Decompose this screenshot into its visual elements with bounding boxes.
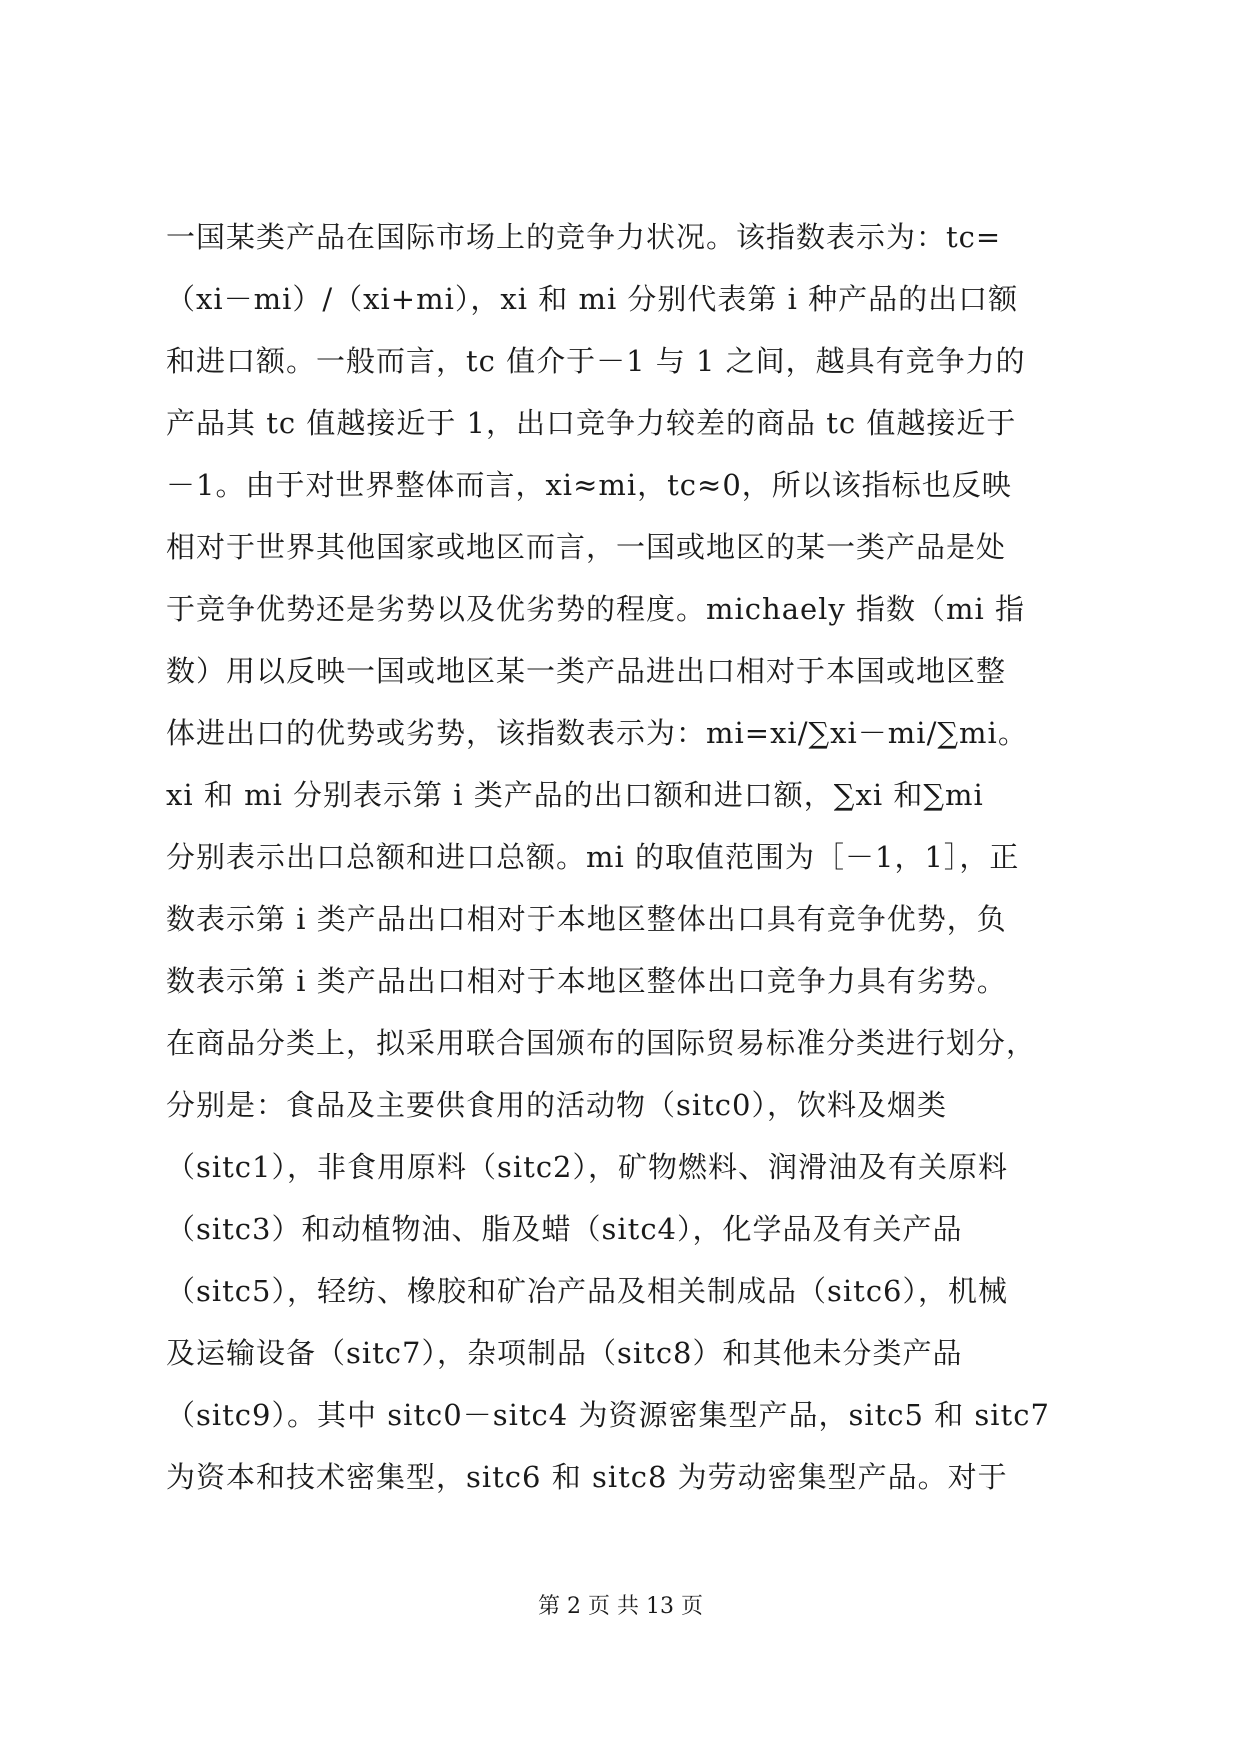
text-line: 数表示第 i 类产品出口相对于本地区整体出口竞争力具有劣势。 <box>166 964 1007 998</box>
text-line: 一国某类产品在国际市场上的竞争力状况。该指数表示为：tc= <box>166 220 1002 254</box>
text-line: 于竞争优势还是劣势以及优劣势的程度。michaely 指数（mi 指 <box>166 592 1026 626</box>
text-line: xi 和 mi 分别表示第 i 类产品的出口额和进口额，∑xi 和∑mi <box>166 778 984 812</box>
body-text <box>166 206 1096 1508</box>
text-line: 和进口额。一般而言，tc 值介于－1 与 1 之间，越具有竞争力的 <box>166 344 1026 378</box>
text-line: 在商品分类上，拟采用联合国颁布的国际贸易标准分类进行划分， <box>166 1026 1037 1060</box>
text-line: （xi－mi）/（xi+mi），xi 和 mi 分别代表第 i 种产品的出口额 <box>166 282 1019 316</box>
text-line: （sitc5），轻纺、橡胶和矿冶产品及相关制成品（sitc6），机械 <box>166 1274 1009 1308</box>
text-line: 数表示第 i 类产品出口相对于本地区整体出口具有竞争优势，负 <box>166 902 1007 936</box>
text-line: （sitc9）。其中 sitc0－sitc4 为资源密集型产品，sitc5 和 sitc7 <box>166 1398 1050 1432</box>
text-line: 及运输设备（sitc7），杂项制品（sitc8）和其他未分类产品 <box>166 1336 963 1370</box>
text-line: 为资本和技术密集型，sitc6 和 sitc8 为劳动密集型产品。对于 <box>166 1460 1008 1494</box>
text-line: （sitc3）和动植物油、脂及蜡（sitc4），化学品及有关产品 <box>166 1212 963 1246</box>
text-line: －1。由于对世界整体而言，xi≈mi，tc≈0，所以该指标也反映 <box>166 468 1012 502</box>
page-number-footer: 第 2 页 共 13 页 <box>538 1594 703 1619</box>
text-line: 分别表示出口总额和进口总额。mi 的取值范围为［－1，1］，正 <box>166 840 1020 874</box>
text-line: 体进出口的优势或劣势，该指数表示为：mi=xi/∑xi－mi/∑mi。 <box>166 716 1028 750</box>
text-line: 产品其 tc 值越接近于 1，出口竞争力较差的商品 tc 值越接近于 <box>166 406 1017 440</box>
text-line: 分别是：食品及主要供食用的活动物（sitc0），饮料及烟类 <box>166 1088 948 1122</box>
text-line: 数）用以反映一国或地区某一类产品进出口相对于本国或地区整 <box>166 654 1007 688</box>
text-line: （sitc1），非食用原料（sitc2），矿物燃料、润滑油及有关原料 <box>166 1150 1009 1184</box>
text-line: 相对于世界其他国家或地区而言，一国或地区的某一类产品是处 <box>166 530 1007 564</box>
